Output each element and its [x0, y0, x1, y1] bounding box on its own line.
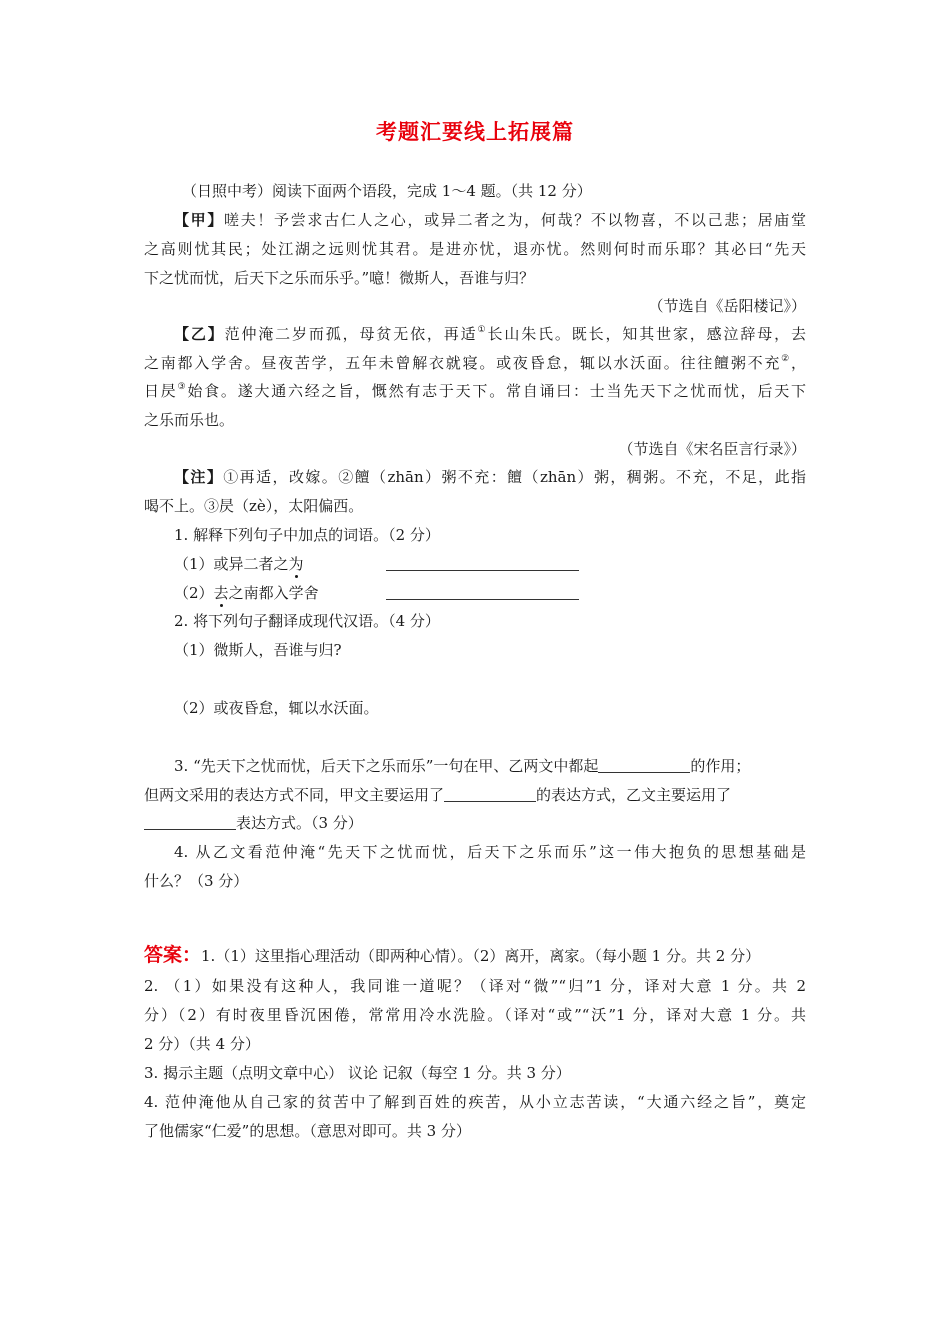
passage-yi-text: ，	[790, 354, 806, 372]
emphasis-dot-word: 去	[213, 584, 229, 602]
answer-blank-1-2[interactable]	[386, 599, 579, 600]
notes-line2: 喝不上。③昃（zè），太阳偏西。	[144, 497, 364, 515]
question-2-stem: 2. 将下列句子翻译成现代汉语。（4 分）	[174, 612, 440, 630]
emphasis-dot-word: 为	[288, 555, 304, 573]
passage-jia-line2: 之高则忧其民；处江湖之远则忧其君。是进亦忧，退亦忧。然则何时而乐耶？其必曰“先天	[144, 240, 806, 258]
answer-line-7: 了他儒家“仁爱”的思想。（意思对即可。共 3 分）	[144, 1122, 471, 1140]
notes-line1	[174, 466, 806, 488]
answer-label: 答案：	[144, 944, 202, 966]
question-1-stem: 1. 解释下列句子中加点的词语。（2 分）	[174, 526, 440, 544]
question-3-text: 但两文采用的表达方式不同，甲文主要运用了	[144, 786, 445, 804]
passage-yi-tag: 【乙】	[174, 325, 225, 343]
passage-yi-source: （节选自《宋名臣言行录》）	[618, 440, 806, 458]
passage-jia-text: 嗟夫！予尝求古仁人之心，或异二者之为，何哉？不以物喜，不以己悲；居庙堂	[224, 211, 806, 229]
passage-yi-line4: 之乐而乐也。	[144, 411, 235, 429]
intro-text: （日照中考）阅读下面两个语段，完成 1～4 题。（共 12 分）	[182, 182, 592, 200]
question-1-item-1	[174, 553, 806, 575]
notes-text: ①再适，改嫁。②饘（zhān）粥不充：饘（zhān）粥，稠粥。不充，不足，此指	[223, 468, 806, 486]
question-3-line1	[174, 755, 806, 777]
passage-jia-tag: 【甲】	[174, 211, 225, 229]
answer-line-5: 3. 揭示主题（点明文章中心） 议论 记叙（每空 1 分。共 3 分）	[144, 1064, 571, 1082]
answer-blank-3-2[interactable]	[444, 785, 536, 802]
question-3-text: 的表达方式，乙文主要运用了	[536, 786, 732, 804]
answer-blank-3-1[interactable]	[598, 756, 690, 773]
passage-yi-line2	[144, 352, 806, 374]
question-1-item-2-text: （2）	[174, 584, 214, 602]
passage-yi-line3	[144, 380, 806, 402]
footnote-ref-3: ③	[177, 382, 188, 392]
passage-yi-text: 之南都入学舍。昼夜苦学，五年未曾解衣就寝。或夜昏怠，辄以水沃面。往往饘粥不充	[144, 354, 782, 372]
question-2-item-2: （2）或夜昏怠，辄以水沃面。	[174, 699, 379, 717]
question-3-line3	[144, 812, 806, 834]
passage-yi-text: 日昃	[144, 382, 178, 400]
answer-line-1	[144, 944, 806, 967]
answer-text: 1.（1）这里指心理活动（即两种心情）。（2）离开，离家。（每小题 1 分。共 2 分）	[201, 947, 761, 965]
answer-blank-1-1[interactable]	[386, 570, 579, 571]
question-3-text: 3. “先天下之忧而忧，后天下之乐而乐”一句在甲、乙两文中都起	[174, 757, 599, 775]
passage-yi-line1	[174, 323, 806, 345]
answer-line-2: 2. （1）如果没有这种人，我同谁一道呢？（译对“微”“归”1 分，译对大意 1 分。共 2	[144, 977, 806, 995]
question-4-line1: 4. 从乙文看范仲淹“先天下之忧而忧，后天下之乐而乐”这一伟大抱负的思想基础是	[174, 843, 806, 861]
answer-line-3: 分）（2）有时夜里昏沉困倦，常常用冷水洗脸。（译对“或”“沃”1 分，译对大意 1 分。共	[144, 1006, 806, 1024]
answer-blank-3-3[interactable]	[144, 813, 236, 830]
question-1-item-2	[174, 582, 806, 604]
passage-jia-line3: 下之忧而忧，后天下之乐而乐乎。”噫！微斯人，吾谁与归？	[144, 269, 535, 287]
page-title: 考题汇要线上拓展篇	[376, 120, 574, 144]
answer-line-6: 4. 范仲淹他从自己家的贫苦中了解到百姓的疾苦，从小立志苦读，“大通六经之旨”，奠定	[144, 1093, 806, 1111]
passage-yi-text: 范仲淹二岁而孤，母贫无依，再适	[224, 325, 478, 343]
footnote-ref-2: ②	[781, 354, 791, 364]
question-4-line2: 什么？（3 分）	[144, 872, 249, 890]
answer-line-4: 2 分）（共 4 分）	[144, 1035, 260, 1053]
passage-yi-text: 长山朱氏。既长，知其世家，感泣辞母，去	[487, 325, 806, 343]
question-1-item-1-text: （1）或异二者之	[174, 555, 289, 573]
question-2-item-1: （1）微斯人，吾谁与归?	[174, 641, 342, 659]
question-3-line2	[144, 784, 806, 806]
question-1-item-2-text: 之南都入学舍	[228, 584, 319, 602]
footnote-ref-1: ①	[477, 325, 488, 335]
passage-jia-source: （节选自《岳阳楼记》）	[648, 297, 806, 315]
passage-yi-text: 始食。遂大通六经之旨，慨然有志于天下。常自诵曰：士当先天下之忧而忧，后天下	[187, 382, 806, 400]
passage-jia-line1	[174, 209, 806, 231]
question-3-text: 的作用；	[690, 757, 751, 775]
notes-tag: 【注】	[174, 468, 224, 486]
question-3-text: 表达方式。（3 分）	[236, 814, 363, 832]
